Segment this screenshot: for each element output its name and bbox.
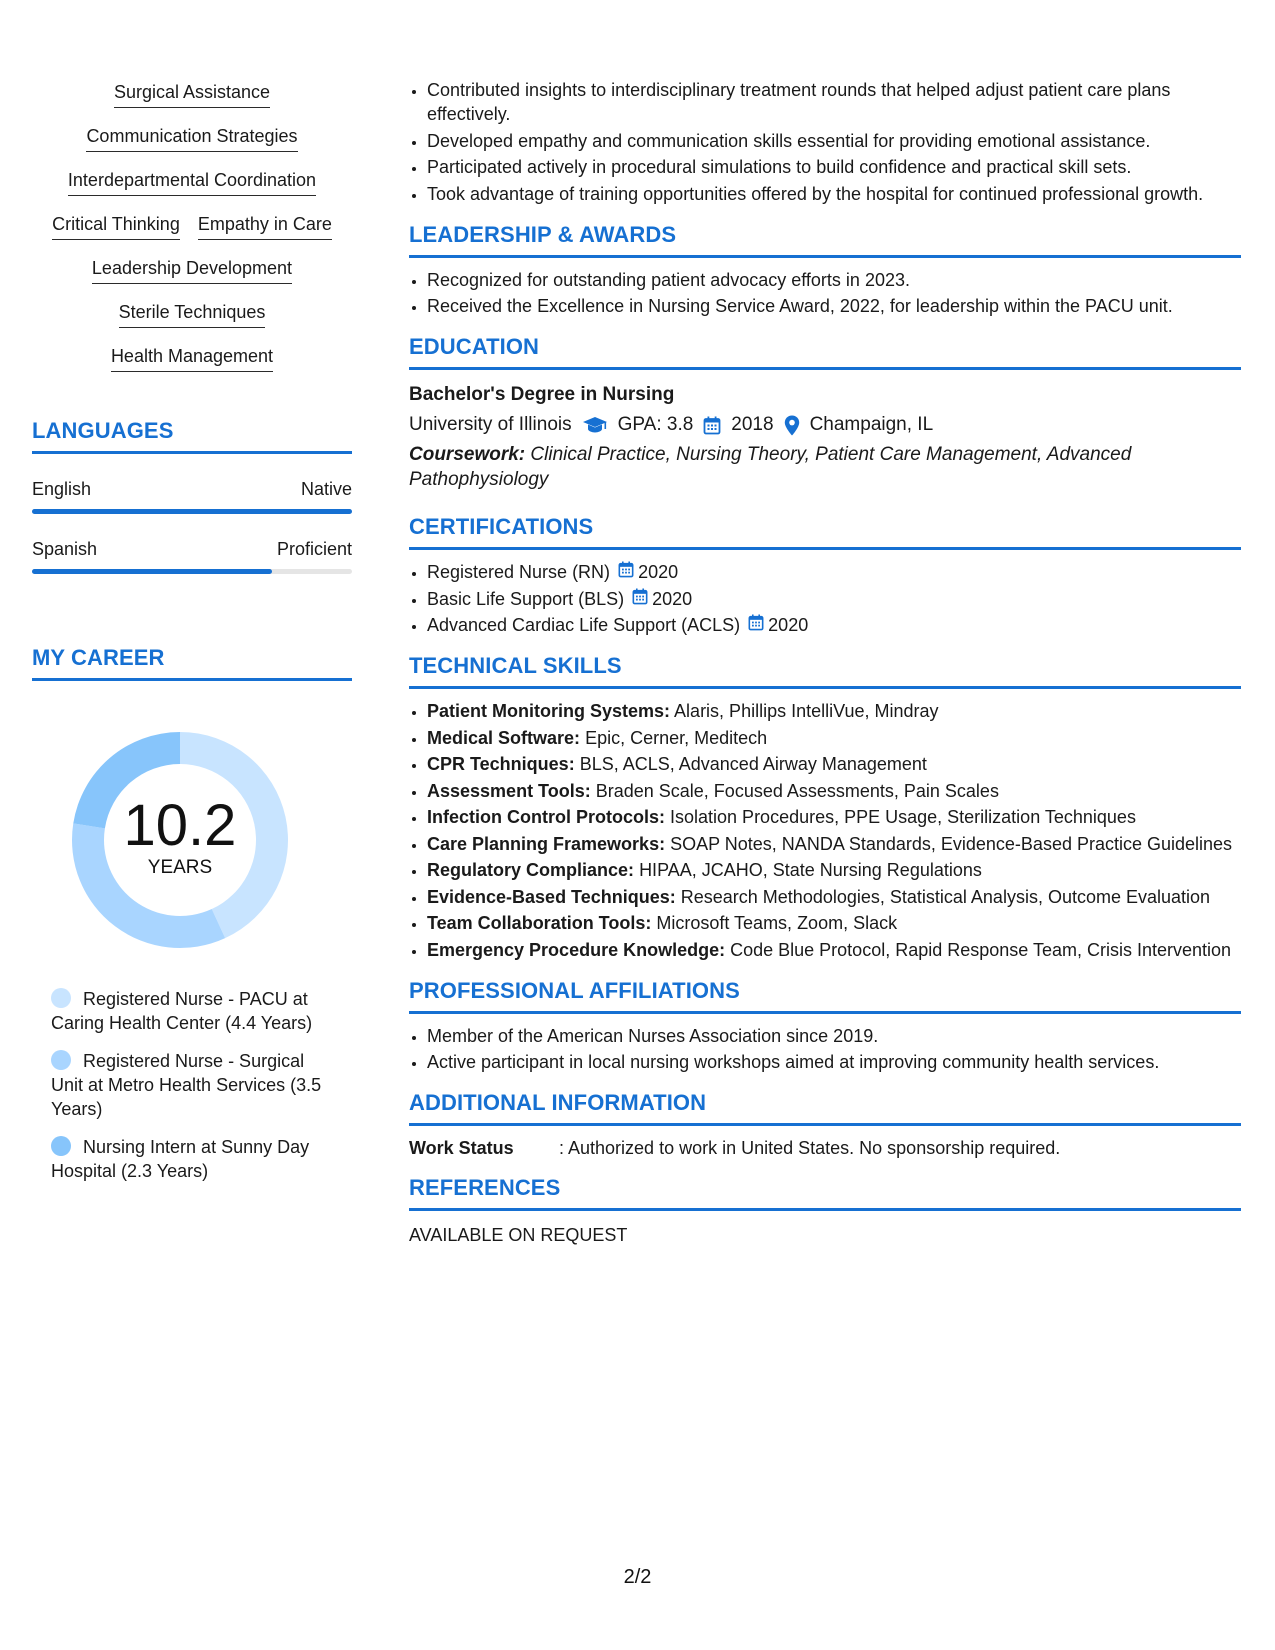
skill-tag: Communication Strategies [86,126,297,152]
legend-dot [51,1136,71,1156]
calendar-icon [748,613,764,637]
career-section [32,645,352,1183]
legend-item [51,1135,341,1183]
skill-category: Care Planning Frameworks: [427,833,666,854]
section-title: LEADERSHIP & AWARDS [409,222,1241,258]
skill-tag: Empathy in Care [198,214,332,240]
references-text: AVAILABLE ON REQUEST [409,1225,628,1245]
experience-bullet: • Developed empathy and communication skills essential for providing emotional assistance. [427,129,1241,153]
legend-label: Registered Nurse - PACU at Caring Health Center (4.4 Years) [51,989,313,1033]
language-level: Native [300,479,352,499]
graduation-cap-icon [582,416,608,434]
career-donut-chart [65,725,295,955]
skill-values: Epic, Cerner, Meditech [585,727,768,748]
graduation-year: 2018 [731,414,774,435]
legend-dot [51,1050,71,1070]
technical-skill-item [427,832,1241,856]
certification-name: Registered Nurse (RN) [427,562,611,582]
skill-tag: Surgical Assistance [114,82,270,108]
info-row [409,1135,1241,1161]
legend-item [51,1049,341,1121]
career-legend [51,987,341,1183]
skill-category: Emergency Procedure Knowledge: [427,939,726,960]
skill-values: Research Methodologies, Statistical Analysis, Outcome Evaluation [680,886,1211,907]
coursework [409,442,1241,492]
section-title: LANGUAGES [32,418,352,454]
info-value: : Authorized to work in United States. No sponsorship required. [559,1138,1061,1158]
section-title: EDUCATION [409,334,1241,370]
section-title: MY CAREER [32,645,352,681]
skill-category: Evidence-Based Techniques: [427,886,676,907]
skill-values: Braden Scale, Focused Assessments, Pain Scales [595,780,999,801]
legend-dot [51,988,71,1008]
language-item [32,538,352,574]
leadership-section [409,222,1241,319]
map-pin-icon [784,415,800,436]
calendar-icon [703,416,721,435]
career-unit: YEARS [147,857,213,878]
references-section [409,1175,1241,1247]
language-bar-fill [32,509,352,514]
skill-values: Alaris, Phillips IntelliVue, Mindray [674,701,939,721]
technical-skills-section [409,653,1241,962]
certification-year: 2020 [652,588,693,609]
skill-tag: Interdepartmental Coordination [68,170,316,196]
skill-tag: Critical Thinking [52,214,180,240]
certification-name: Basic Life Support (BLS) [427,588,625,609]
calendar-icon [632,587,648,611]
language-bar-fill [32,569,272,574]
certification-name: Advanced Cardiac Life Support (ACLS) [427,615,741,635]
page-number: 2/2 [623,1566,652,1588]
affiliations-section [409,978,1241,1075]
skill-category: CPR Techniques: [427,754,575,774]
legend-item [51,987,341,1035]
info-label: Work Status [409,1138,514,1158]
technical-skill-item [427,726,1241,750]
experience-bullet: • Contributed insights to interdisciplinary treatment rounds that helped adjust patient care plans effectively. [427,78,1241,126]
additional-info-section [409,1090,1241,1161]
skill-values: BLS, ACLS, Advanced Airway Management [579,754,927,774]
award-item: • Received the Excellence in Nursing Service Award, 2022, for leadership within the PACU unit. [427,294,1241,318]
language-name: English [32,479,92,499]
section-title: CERTIFICATIONS [409,514,1241,550]
education-meta [409,411,1241,439]
technical-skill-item [427,885,1241,909]
section-title: PROFESSIONAL AFFILIATIONS [409,978,1241,1014]
section-title: TECHNICAL SKILLS [409,653,1241,689]
skill-values: Code Blue Protocol, Rapid Response Team, Crisis Intervention [730,939,1232,960]
skill-tag: Health Management [111,346,273,372]
certifications-section [409,514,1241,637]
skill-category: Team Collaboration Tools: [427,913,652,933]
certification-item [427,613,1241,637]
certification-item [427,560,1241,584]
certification-year: 2020 [638,562,679,582]
skill-category: Assessment Tools: [427,780,591,801]
skill-category: Patient Monitoring Systems: [427,701,671,721]
gpa: GPA: 3.8 [617,414,694,435]
technical-skill-item [427,858,1241,882]
experience-bullet: • Participated actively in procedural simulations to build confidence and practical skill sets. [427,155,1241,179]
experience-bullets [409,78,1241,206]
skill-tag: Sterile Techniques [119,302,266,328]
language-bar [32,569,352,574]
skill-category: Regulatory Compliance: [427,860,635,880]
legend-label: Registered Nurse - Surgical Unit at Metro Health Services (3.5 Years) [51,1051,322,1119]
left-column [32,82,352,1197]
skill-values: HIPAA, JCAHO, State Nursing Regulations [639,860,982,880]
affiliation-item: • Active participant in local nursing workshops aimed at improving community health services. [427,1050,1241,1074]
skill-list [32,82,352,372]
certification-year: 2020 [768,615,809,635]
right-column [409,78,1241,1247]
school-name: University of Illinois [409,414,572,435]
technical-skill-item [427,805,1241,829]
certification-item [427,587,1241,611]
experience-bullet: • Took advantage of training opportunities offered by the hospital for continued professional growth. [427,182,1241,206]
language-bar [32,509,352,514]
language-name: Spanish [32,539,98,559]
languages-section [32,418,352,574]
section-title: ADDITIONAL INFORMATION [409,1090,1241,1126]
skill-category: Medical Software: [427,727,581,748]
technical-skill-item [427,752,1241,776]
coursework-text: Clinical Practice, Nursing Theory, Patient Care Management, Advanced Pathophysiology [409,444,1132,490]
technical-skill-item [427,911,1241,935]
skill-tag: Leadership Development [92,258,292,284]
language-item [32,478,352,514]
calendar-icon [618,560,634,584]
skill-values: SOAP Notes, NANDA Standards, Evidence-Based Practice Guidelines [670,833,1233,854]
award-item: • Recognized for outstanding patient advocacy efforts in 2023. [427,268,1241,292]
coursework-label: Coursework: [409,444,526,465]
degree: Bachelor's Degree in Nursing [409,384,675,405]
section-title: REFERENCES [409,1175,1241,1211]
skill-category: Infection Control Protocols: [427,807,665,827]
education-section [409,334,1241,492]
skill-values: Isolation Procedures, PPE Usage, Sterilization Techniques [670,807,1136,827]
career-total: 10.2 [123,793,237,858]
language-level: Proficient [276,539,352,559]
affiliation-item: • Member of the American Nurses Association since 2019. [427,1024,1241,1048]
skill-values: Microsoft Teams, Zoom, Slack [656,913,898,933]
technical-skill-item [427,938,1241,962]
school-location: Champaign, IL [809,414,934,435]
legend-label: Nursing Intern at Sunny Day Hospital (2.3 Years) [51,1137,310,1181]
technical-skill-item [427,779,1241,803]
technical-skill-item [427,699,1241,723]
